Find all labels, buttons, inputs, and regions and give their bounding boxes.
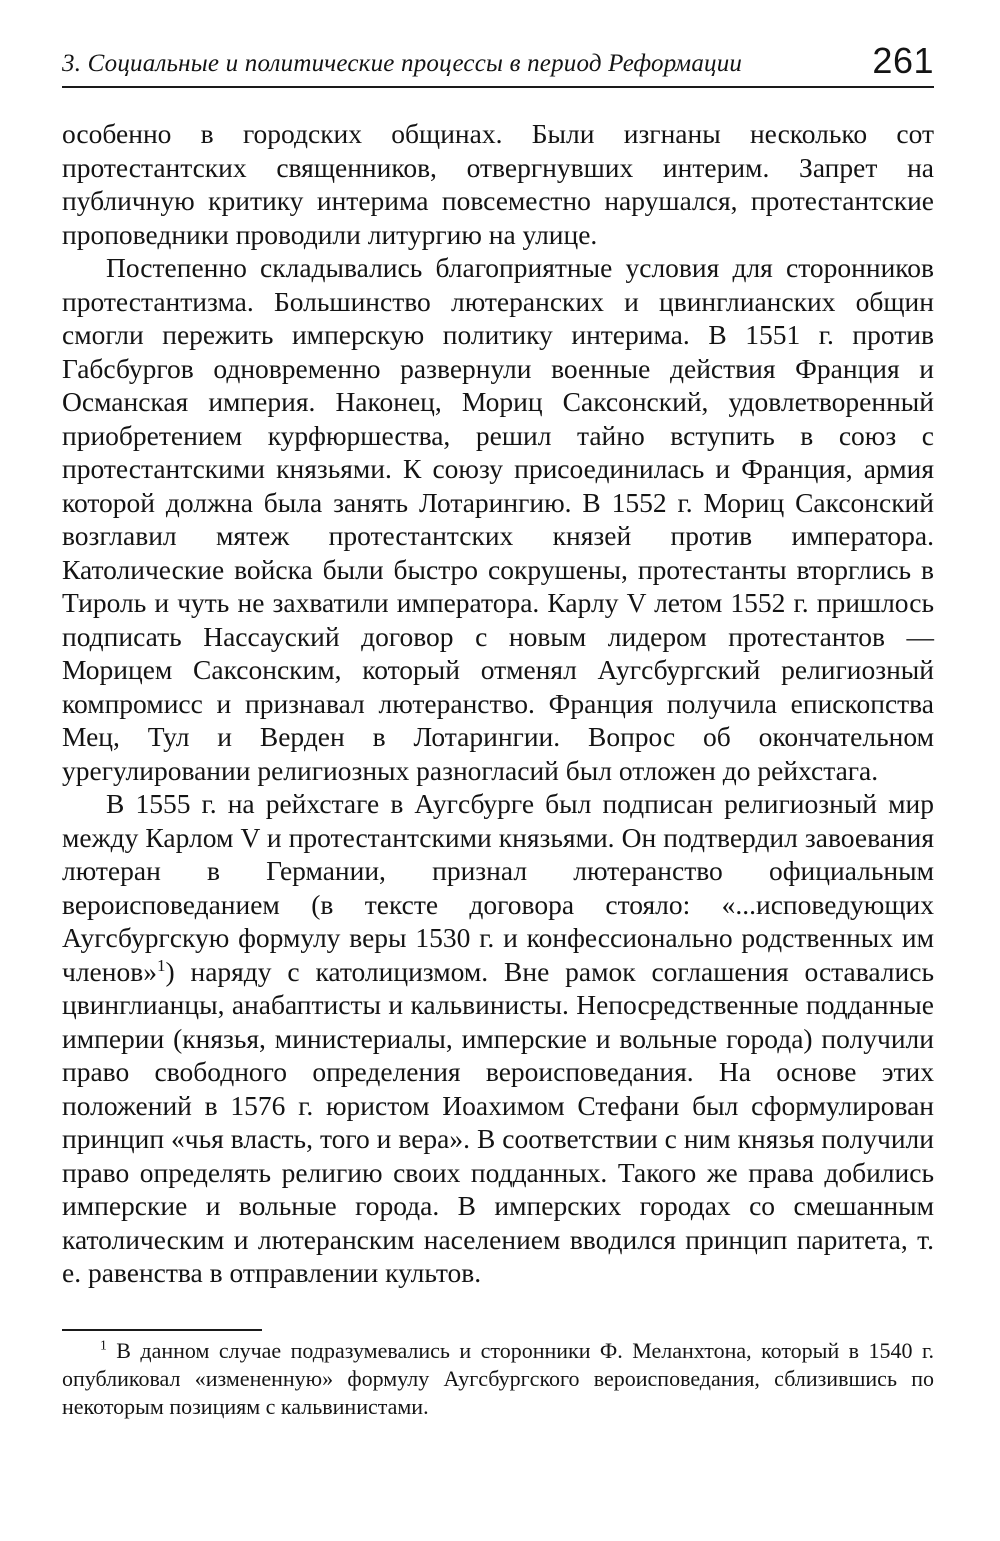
footnote-text: В данном случае подразумевались и сторонники Ф. Меланхтона, который в 1540 г. опубликовал «измененную» формулу Аугсбургского вероисповедания, сблизившись по некоторым позициям с кальвинистами. <box>62 1338 934 1419</box>
footnote-marker: 1 <box>100 1337 107 1353</box>
paragraph-augsburg-peace <box>62 787 934 1290</box>
paragraph-favorable-conditions: Постепенно складывались благоприятные условия для сторонников протестантизма. Большинство лютеранских и цвинглианских общин смогли пережить имперскую политику интерима. В 1551 г. против Габсбургов одновременно развернули военные действия Франция и Османская империя. Наконец, Мориц Саксонский, удовлетворенный приобретением курфюршества, решил тайно вступить в союз с протестантскими князьями. К союзу присоединилась и Франция, армия которой должна была занять Лотарингию. В 1552 г. Мориц Саксонский возглавил мятеж протестантских князей против императора. Католические войска были быстро сокрушены, протестанты вторглись в Тироль и чуть не захватили императора. Карлу V летом 1552 г. пришлось подписать Нассауский договор с новым лидером протестантов — Морицем Саксонским, который отменял Аугсбургский религиозный компромисс и признавал лютеранство. Франция получила епископства Мец, Тул и Верден в Лотарингии. Вопрос об окончательном урегулировании религиозных разногласий был отложен до рейхстага. <box>62 252 934 786</box>
paragraph-augsburg-peace-text-b: ) наряду с католицизмом. Вне рамок соглашения оставались цвинглианцы, анабаптисты и кальвинисты. Непосредственные подданные империи (князья, министериалы, имперские и вольные города) получили право свободного определения вероисповедания. На основе этих положений в 1576 г. юристом Иоахимом Стефани был сформулирован принцип «чья власть, того и вера». В соответствии с ним князья получили право определять религию своих подданных. Такого же права добились имперские и вольные города. В имперских городах со смешанным католическим и лютеранским населением вводился принцип паритета, т. е. равенства в отправлении культов. <box>62 955 934 1288</box>
paragraph-augsburg-peace-text-a: В 1555 г. на рейхстаге в Аугсбурге был подписан религиозный мир между Карлом V и протестантскими князьями. Он подтвердил завоевания лютеран в Германии, признал лютеранство официальным вероисповеданием (в тексте договора стояло: «...исповедующих Аугсбургскую формулу веры 1530 г. и конфессионально родственных им членов» <box>62 788 934 987</box>
main-text <box>62 117 934 1290</box>
footnote <box>62 1337 934 1421</box>
page-number: 261 <box>872 40 934 81</box>
running-header <box>62 36 934 88</box>
footnote-divider <box>62 1329 262 1331</box>
footnote-reference-marker[interactable]: 1 <box>156 955 166 975</box>
running-title: 3. Социальные и политические процессы в период Реформации <box>62 50 743 77</box>
paragraph-continuation: особенно в городских общинах. Были изгнаны несколько сот протестантских священников, отвергнувших интерим. Запрет на публичную критику интерима повсеместно нарушался, протестантские проповедники проводили литургию на улице. <box>62 118 934 250</box>
